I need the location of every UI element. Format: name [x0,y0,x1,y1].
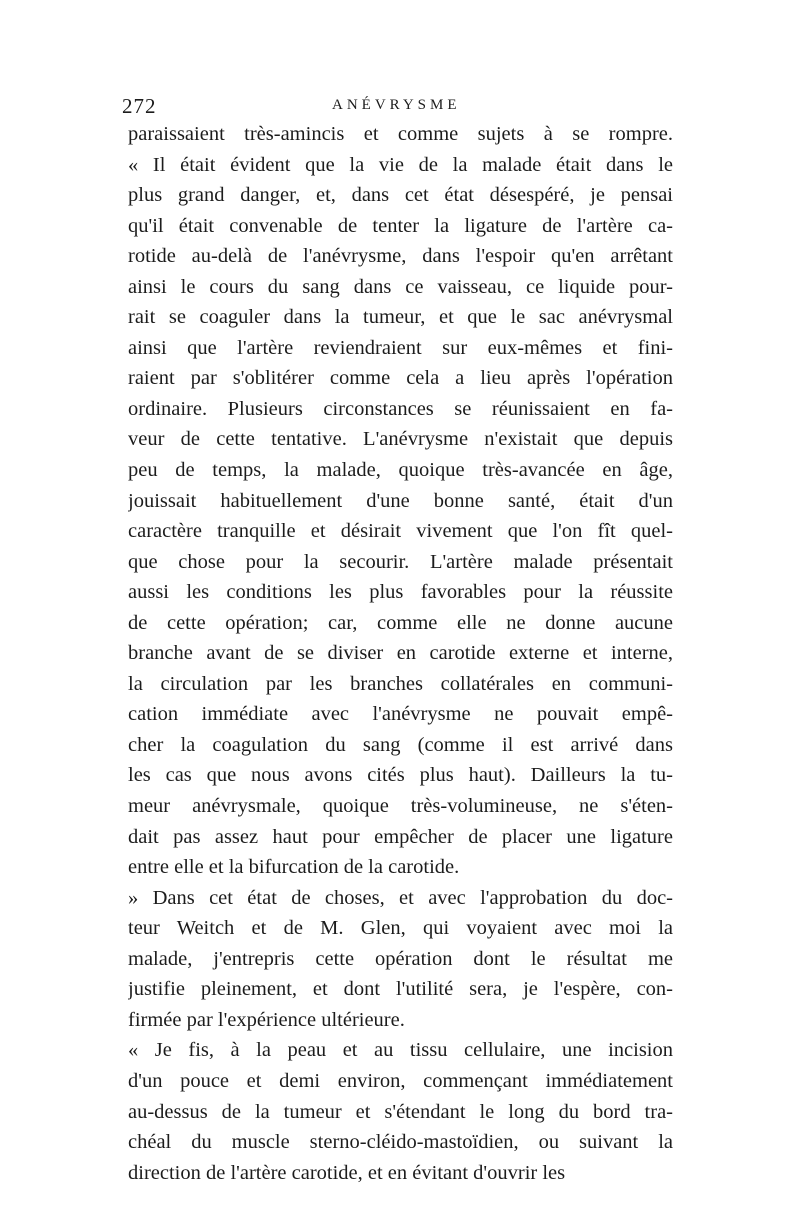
text-line: teur Weitch et de M. Glen, qui voyaient avec moi la [128,917,673,940]
text-line: entre elle et la bifurcation de la carotide. [128,856,460,879]
text-line: plus grand danger, et, dans cet état désespéré, je pensai [128,184,673,207]
text-line: ordinaire. Plusieurs circonstances se réunissaient en fa- [128,397,673,420]
text-line: meur anévrysmale, quoique très-volumineuse, ne s'éten- [128,795,673,818]
running-title: ANÉVRYSME [332,97,461,113]
text-line: que chose pour la secourir. L'artère malade présentait [128,550,673,573]
text-line: « Il était évident que la vie de la malade était dans le [128,153,673,176]
text-line: branche avant de se diviser en carotide externe et interne, [128,642,673,665]
text-line: les cas que nous avons cités plus haut). Dailleurs la tu- [128,764,673,787]
text-line: rait se coaguler dans la tumeur, et que le sac anévrysmal [128,306,673,329]
text-line: veur de cette tentative. L'anévrysme n'existait que depuis [128,428,673,451]
text-line: paraissaient très-amincis et comme sujets à se rompre. [128,123,673,145]
text-line: ainsi le cours du sang dans ce vaisseau, ce liquide pour- [128,275,673,298]
text-line: qu'il était convenable de tenter la ligature de l'artère ca- [128,214,673,237]
text-line: dait pas assez haut pour empêcher de placer une ligature [128,825,673,848]
body-text [128,119,673,1188]
text-line: au-dessus de la tumeur et s'étendant le long du bord tra- [128,1100,673,1123]
text-line: ainsi que l'artère reviendraient sur eux-mêmes et fini- [128,336,673,359]
page-header [122,94,662,118]
text-line: jouissait habituellement d'une bonne santé, était d'un [128,489,673,512]
text-line: chéal du muscle sterno-cléido-mastoïdien, ou suivant la [128,1131,673,1154]
text-line: rotide au-delà de l'anévrysme, dans l'espoir qu'en arrêtant [128,245,673,268]
text-line: malade, j'entrepris cette opération dont le résultat me [128,947,673,970]
text-line: caractère tranquille et désirait vivement que l'on fît quel- [128,520,673,543]
page-number: 272 [122,94,157,118]
text-line: firmée par l'expérience ultérieure. [128,1008,405,1031]
text-line: de cette opération; car, comme elle ne donne aucune [128,611,673,634]
text-line: cation immédiate avec l'anévrysme ne pouvait empê- [128,703,673,726]
text-line: peu de temps, la malade, quoique très-avancée en âge, [128,459,673,482]
text-line: d'un pouce et demi environ, commençant immédiatement [128,1069,673,1092]
text-line: direction de l'artère carotide, et en évitant d'ouvrir les [128,1161,566,1184]
text-line: justifie pleinement, et dont l'utilité sera, je l'espère, con- [128,978,673,1001]
text-line: cher la coagulation du sang (comme il est arrivé dans [128,733,673,756]
text-line: la circulation par les branches collatérales en communi- [128,672,673,695]
text-line: « Je fis, à la peau et au tissu cellulaire, une incision [128,1039,673,1062]
text-line: raient par s'oblitérer comme cela a lieu après l'opération [128,367,673,390]
text-line: » Dans cet état de choses, et avec l'approbation du doc- [128,886,673,909]
text-line: aussi les conditions les plus favorables pour la réussite [128,581,673,604]
